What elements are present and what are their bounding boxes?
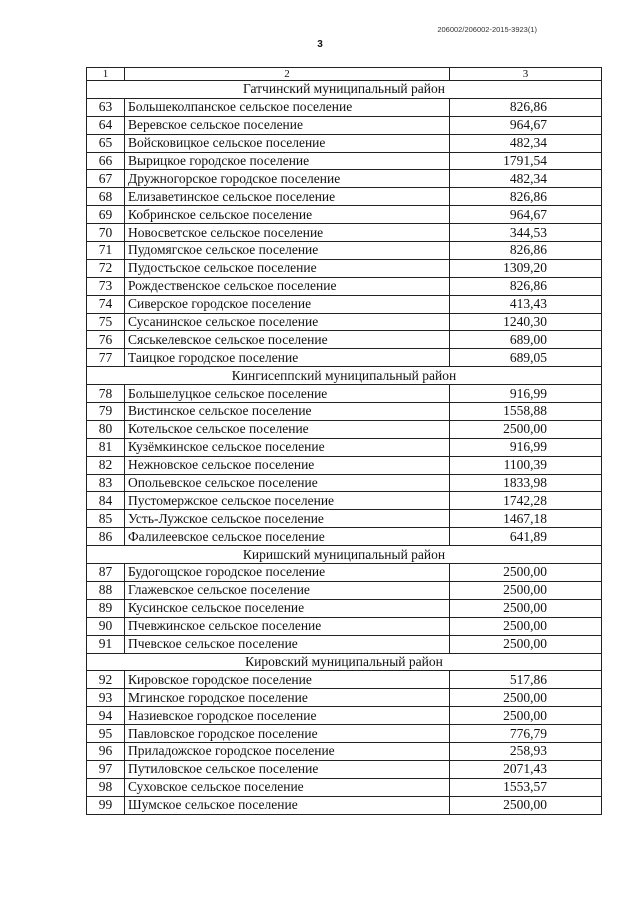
row-number: 73 [87,277,125,295]
row-number: 68 [87,188,125,206]
row-number: 63 [87,98,125,116]
section-header-row [87,546,602,564]
table-row [87,617,602,635]
row-number: 78 [87,385,125,403]
table-row [87,564,602,582]
table-row [87,474,602,492]
amount-value: 258,93 [450,742,602,760]
table-row [87,760,602,778]
table-row [87,116,602,134]
amount-value: 2500,00 [450,796,602,814]
row-number: 89 [87,599,125,617]
table-row [87,707,602,725]
settlement-name: Назиевское городское поселение [125,707,450,725]
settlement-name: Кобринское сельское поселение [125,206,450,224]
table-row [87,796,602,814]
settlement-name: Кузёмкинское сельское поселение [125,438,450,456]
column-header-3: 3 [450,68,602,81]
table-row [87,152,602,170]
amount-value: 689,00 [450,331,602,349]
amount-value: 2500,00 [450,420,602,438]
table-row [87,385,602,403]
table-row [87,635,602,653]
table-row [87,188,602,206]
table-row [87,349,602,367]
column-header-1: 1 [87,68,125,81]
settlement-name: Большелуцкое сельское поселение [125,385,450,403]
row-number: 90 [87,617,125,635]
row-number: 72 [87,259,125,277]
row-number: 66 [87,152,125,170]
amount-value: 689,05 [450,349,602,367]
settlement-name: Фалилеевское сельское поселение [125,528,450,546]
amount-value: 482,34 [450,170,602,188]
amount-value: 2500,00 [450,581,602,599]
table-row [87,581,602,599]
table-row [87,492,602,510]
section-header-row [87,81,602,99]
section-title: Кингисеппский муниципальный район [87,367,602,385]
column-header-row [87,68,602,81]
table-row [87,725,602,743]
amount-value: 1833,98 [450,474,602,492]
settlement-name: Сиверское городское поселение [125,295,450,313]
row-number: 64 [87,116,125,134]
amount-value: 916,99 [450,438,602,456]
amount-value: 2500,00 [450,689,602,707]
settlement-name: Приладожское городское поселение [125,742,450,760]
document-id: 206002/206002-2015-3923(1) [437,25,537,34]
row-number: 92 [87,671,125,689]
table-row [87,170,602,188]
row-number: 74 [87,295,125,313]
settlement-name: Пчевжинское сельское поселение [125,617,450,635]
amount-value: 1240,30 [450,313,602,331]
section-title: Кировский муниципальный район [87,653,602,671]
row-number: 85 [87,510,125,528]
row-number: 77 [87,349,125,367]
row-number: 80 [87,420,125,438]
row-number: 75 [87,313,125,331]
settlement-name: Усть-Лужское сельское поселение [125,510,450,528]
settlement-name: Будогощское городское поселение [125,564,450,582]
row-number: 81 [87,438,125,456]
row-number: 96 [87,742,125,760]
settlement-name: Мгинское городское поселение [125,689,450,707]
amount-value: 413,43 [450,295,602,313]
settlement-name: Пчевское сельское поселение [125,635,450,653]
settlement-name: Войсковицкое сельское поселение [125,134,450,152]
settlement-name: Глажевское сельское поселение [125,581,450,599]
table-row [87,313,602,331]
amount-value: 826,86 [450,277,602,295]
amount-value: 1467,18 [450,510,602,528]
amount-value: 641,89 [450,528,602,546]
amount-value: 916,99 [450,385,602,403]
settlement-name: Павловское городское поселение [125,725,450,743]
amount-value: 2500,00 [450,599,602,617]
row-number: 82 [87,456,125,474]
table-row [87,742,602,760]
amount-value: 964,67 [450,116,602,134]
table-row [87,778,602,796]
settlement-name: Пустомержское сельское поселение [125,492,450,510]
amount-value: 1553,57 [450,778,602,796]
settlement-name: Веревское сельское поселение [125,116,450,134]
settlement-name: Вырицкое городское поселение [125,152,450,170]
table-row [87,671,602,689]
section-header-row [87,367,602,385]
settlement-name: Кировское городское поселение [125,671,450,689]
row-number: 93 [87,689,125,707]
settlement-name: Большеколпанское сельское поселение [125,98,450,116]
table-row [87,438,602,456]
amount-value: 344,53 [450,224,602,242]
settlement-name: Нежновское сельское поселение [125,456,450,474]
table-row [87,331,602,349]
settlement-name: Вистинское сельское поселение [125,403,450,421]
table-row [87,277,602,295]
section-title: Гатчинский муниципальный район [87,81,602,99]
row-number: 94 [87,707,125,725]
row-number: 97 [87,760,125,778]
settlement-name: Путиловское сельское поселение [125,760,450,778]
row-number: 69 [87,206,125,224]
settlement-name: Таицкое городское поселение [125,349,450,367]
settlement-name: Рождественское сельское поселение [125,277,450,295]
row-number: 87 [87,564,125,582]
amount-value: 826,86 [450,242,602,260]
settlement-name: Котельское сельское поселение [125,420,450,438]
table-row [87,206,602,224]
settlements-table [86,67,602,815]
settlement-name: Елизаветинское сельское поселение [125,188,450,206]
amount-value: 2500,00 [450,564,602,582]
settlement-name: Дружногорское городское поселение [125,170,450,188]
row-number: 91 [87,635,125,653]
row-number: 98 [87,778,125,796]
settlement-name: Кусинское сельское поселение [125,599,450,617]
amount-value: 776,79 [450,725,602,743]
column-header-2: 2 [125,68,450,81]
settlement-name: Опольевское сельское поселение [125,474,450,492]
amount-value: 1742,28 [450,492,602,510]
row-number: 79 [87,403,125,421]
table-row [87,420,602,438]
table-row [87,510,602,528]
amount-value: 2500,00 [450,617,602,635]
section-title: Киришский муниципальный район [87,546,602,564]
row-number: 67 [87,170,125,188]
table-row [87,456,602,474]
table-row [87,403,602,421]
row-number: 76 [87,331,125,349]
amount-value: 826,86 [450,188,602,206]
amount-value: 1100,39 [450,456,602,474]
amount-value: 2500,00 [450,707,602,725]
settlement-name: Пудомягское сельское поселение [125,242,450,260]
table-row [87,242,602,260]
row-number: 95 [87,725,125,743]
settlement-name: Пудостьское сельское поселение [125,259,450,277]
section-header-row [87,653,602,671]
settlement-name: Шумское сельское поселение [125,796,450,814]
amount-value: 964,67 [450,206,602,224]
row-number: 71 [87,242,125,260]
amount-value: 1309,20 [450,259,602,277]
settlement-name: Суховское сельское поселение [125,778,450,796]
row-number: 65 [87,134,125,152]
amount-value: 517,86 [450,671,602,689]
table-row [87,98,602,116]
page-number: 3 [317,39,323,50]
amount-value: 482,34 [450,134,602,152]
table-row [87,599,602,617]
amount-value: 1558,88 [450,403,602,421]
amount-value: 826,86 [450,98,602,116]
row-number: 84 [87,492,125,510]
row-number: 86 [87,528,125,546]
amount-value: 1791,54 [450,152,602,170]
row-number: 83 [87,474,125,492]
settlement-name: Сяськелевское сельское поселение [125,331,450,349]
table-row [87,295,602,313]
row-number: 99 [87,796,125,814]
row-number: 70 [87,224,125,242]
table-row [87,134,602,152]
amount-value: 2500,00 [450,635,602,653]
table-row [87,689,602,707]
table-row [87,224,602,242]
amount-value: 2071,43 [450,760,602,778]
settlement-name: Сусанинское сельское поселение [125,313,450,331]
table-row [87,259,602,277]
row-number: 88 [87,581,125,599]
settlement-name: Новосветское сельское поселение [125,224,450,242]
table-row [87,528,602,546]
